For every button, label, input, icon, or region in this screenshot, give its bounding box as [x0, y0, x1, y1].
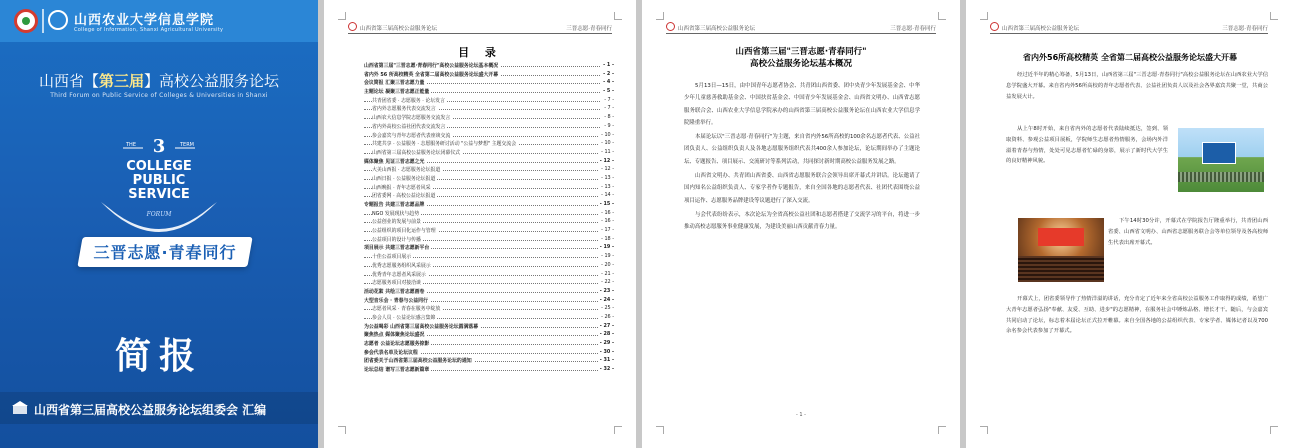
school-name-en: College of Information, Shanxi Agricultural University [74, 27, 224, 33]
emblem-forum: FORUM [146, 211, 172, 218]
running-header-left: 山西省第三届高校公益服务论坛 [1002, 26, 1080, 32]
news-paragraph-2: 从上午8时开始，来自省内外的志愿者代表陆续抵达，签到、领取资料、参观公益项目展板，学院师生志愿者热情服务，会场内外洋溢着青春与热情，处处可见志愿者忙碌的身影，展示了新时代大学生的良好精神风貌。 [1006, 126, 1168, 165]
toc-entry-page: - 13 - [601, 183, 614, 190]
toc-entry-title: 活动花絮 共绘三晋志愿画卷 [364, 288, 425, 295]
toc-entry-page: - 17 - [601, 227, 614, 234]
logo-divider [42, 9, 44, 33]
toc-entry [364, 166, 614, 175]
forum-title-en: Third Forum on Public Service of Colleges & Universities in Shanxi [50, 92, 268, 99]
toc-entry [364, 331, 614, 340]
toc-entry-title: 公益组织的项目化运作与管理 [372, 228, 436, 235]
crop-mark [938, 12, 946, 20]
news-paragraph-4: 开幕式上，团省委领导作了热情洋溢的讲话，充分肯定了近年来全省高校公益服务工作取得的成绩，希望广大青年志愿者弘扬"奉献、友爱、互助、进步"的志愿精神，在服务社会中锤炼品格、增长才干。随后，与会嘉宾共同启动了论坛，标志着本届论坛正式拉开帷幕。来自全国各地的公益组织代表、专家学者、媒体记者以及700余名参会代表参加了开幕式。 [1006, 296, 1268, 335]
toc-entry [364, 71, 614, 80]
overview-page [642, 0, 960, 448]
header-logo-icon [348, 22, 357, 31]
article-title-line1: 山西省第三届"三晋志愿·青春同行" [735, 47, 867, 57]
toc-entry [364, 218, 614, 227]
toc-entry-title: 志愿者 公益论坛志愿服务掠影 [364, 341, 430, 347]
toc-entry-title: 论坛总结 谱写三晋志愿新篇章 [364, 367, 430, 374]
toc-entry-page: - 10 - [601, 131, 614, 138]
toc-entry [364, 158, 614, 167]
toc-entry-page: - 10 - [601, 140, 614, 147]
crop-mark [656, 426, 664, 434]
toc-entry-page: - 21 - [601, 270, 614, 277]
toc-entry-page: - 24 - [599, 296, 614, 303]
toc-entry-page: - 4 - [603, 79, 614, 86]
toc-entry [364, 236, 614, 245]
organizer-icon [12, 400, 28, 416]
photo-crowd [1178, 172, 1264, 182]
toc-entry-page: - 13 - [601, 174, 614, 181]
toc-entry-title: 团省委网 · 高校公益论坛报道 [372, 193, 436, 200]
toc-entry [364, 340, 614, 349]
toc-entry [364, 288, 614, 297]
crop-mark [656, 12, 664, 20]
organizer-text: 山西省第三届高校公益服务论坛组委会 汇编 [34, 403, 267, 417]
running-header-right: 三晋志愿·青春同行 [890, 26, 936, 32]
article-paragraph: 本届论坛以"三晋志愿·青春同行"为主题，来自省内外56所高校的100余名志愿者代表、公益社团负责人、公益组织负责人及各地志愿服务组织代表共400余人参加论坛，论坛期间举办了主题论坛、专题报告、项目展示、交流研讨等系列活动，共同探讨新时期高校公益服务发展之路。 [684, 134, 920, 165]
toc-entry-title: NGO 发展现状与趋势 [372, 210, 420, 217]
header-rule [666, 33, 936, 34]
forum-title-pre: 山西省【 [38, 72, 99, 90]
toc-entry-title: 媒体聚焦 见证三晋志愿之光 [364, 158, 425, 165]
header-rule [348, 33, 612, 34]
emblem-term: TERM [179, 142, 195, 148]
photo-seats [1018, 256, 1104, 282]
running-header-left: 山西省第三届高校公益服务论坛 [678, 26, 756, 32]
toc-entry [364, 366, 614, 375]
toc-entry-title: 项目展示 共建三晋志愿新平台 [364, 245, 430, 252]
toc-entry [364, 88, 614, 97]
toc-entry-title: 公益项目的设计与传播 [372, 236, 421, 243]
toc-entry-page: - 29 - [599, 340, 614, 346]
news-paragraph-3: 下午14时30分许，开幕式在学院报告厅隆重举行，共青团山西省委、山西省文明办、山西省志愿服务联合会等单位领导及各高校师生代表出席开幕式。 [1108, 218, 1268, 246]
toc-entry-title: 公益创业的发展与前景 [372, 219, 421, 226]
toc-entry [364, 227, 614, 236]
crop-mark [938, 426, 946, 434]
toc-entry [364, 253, 614, 262]
toc-entry [364, 297, 614, 306]
college-seal-icon [48, 10, 68, 30]
toc-entry-page: - 5 - [603, 88, 614, 95]
emblem-public: PUBLIC [132, 173, 186, 188]
toc-entry-title: 大美山西报 · 志愿服务论坛报道 [372, 167, 441, 174]
toc-entry-title: 省内外 56 所高校精英 全省第二届高校公益服务论坛盛大开幕 [364, 71, 499, 78]
toc-entry [364, 279, 614, 288]
emblem-college: COLLEGE [126, 159, 192, 174]
toc-entry [364, 123, 614, 132]
toc-entry-title: 山西省第三届高校公益服务论坛闭幕仪式 [372, 149, 461, 156]
article-title [642, 46, 960, 70]
emblem-number: 3 [152, 136, 166, 157]
toc-entry [364, 140, 614, 149]
cover-page [0, 0, 318, 448]
toc-entry [364, 97, 614, 106]
crop-mark [338, 426, 346, 434]
toc-entry-title: 十佳公益项目展示 [372, 254, 412, 261]
toc-entry [364, 149, 614, 158]
toc-entry-page: - 2 - [603, 70, 614, 77]
toc-entry-page: - 28 - [599, 331, 614, 338]
news-photo-auditorium [1018, 218, 1104, 282]
toc-entry-title: 团省委关于山西省第三届高校公益服务论坛的通知 [364, 358, 472, 365]
toc-entry-page: - 23 - [599, 287, 614, 294]
emblem-service: SERVICE [128, 187, 190, 202]
toc-entry-title: 山西省第三届"三晋志愿·青春同行"高校公益服务论坛基本概况 [364, 63, 499, 69]
toc-entry [364, 192, 614, 201]
toc-entry-title: 大型音乐会 · 青春与公益同行 [364, 297, 428, 304]
crop-mark [614, 426, 622, 434]
toc-entry-title: 山西日报 · 公益服务论坛报道 [372, 175, 436, 182]
news-page [966, 0, 1292, 448]
header-rule [990, 33, 1268, 34]
toc-entry-page: - 19 - [599, 244, 614, 251]
photo-display-board [1202, 142, 1236, 164]
crop-mark [1270, 12, 1278, 20]
toc-entry-title: 优秀志愿服务组织风采展示 [372, 262, 431, 269]
toc-entry-title: 会议简报 汇聚三晋志愿力量 [364, 80, 425, 87]
toc-entry-title: 参会嘉宾与青年志愿者代表座谈交流 [372, 132, 451, 139]
toc-entry-page: - 12 - [599, 157, 614, 164]
university-logo-icon [14, 9, 38, 33]
page-number: - 1 - [796, 412, 806, 418]
crop-mark [980, 12, 988, 20]
running-header-right: 三晋志愿·青春同行 [1222, 26, 1268, 32]
toc-entry [364, 201, 614, 210]
news-paragraph-1: 经过近半年的精心筹备，5月13日，山西省第三届"三晋志愿·青春同行"高校公益服务论坛在山西农业大学信息学院盛大开幕。来自省内外56所高校的青年志愿者代表、公益社团负责人以及社会各界嘉宾共聚一堂，共商公益发展大计。 [1006, 72, 1268, 100]
toc-entry-page: - 31 - [599, 357, 614, 364]
toc-entry [364, 271, 614, 280]
toc-entry-page: - 30 - [599, 348, 614, 355]
header-logo-icon [666, 22, 675, 31]
toc-entry-title: 聚焦热点 媒体聚焦论坛盛况 [364, 332, 425, 339]
news-title: 省内外56所高校精英 全省第二届高校公益服务论坛盛大开幕 [1023, 53, 1237, 62]
crop-mark [980, 426, 988, 434]
toc-entry-page: - 18 - [601, 235, 614, 242]
crop-mark [338, 12, 346, 20]
toc-entry-title: 志愿者风采 · 青春在服务中绽放 [372, 306, 441, 313]
toc-entry [364, 175, 614, 184]
toc-entry [364, 357, 614, 366]
crop-mark [614, 12, 622, 20]
toc-entry [364, 349, 614, 358]
toc-entry-title: 为公益喝彩 山西省第三届高校公益服务论坛圆满落幕 [364, 323, 479, 330]
toc-entry-page: - 16 - [601, 209, 614, 216]
toc-entry-title: 参会人员 · 公益论坛感言集锦 [372, 314, 436, 321]
toc-entry-page: - 20 - [601, 261, 614, 268]
toc-entry [364, 105, 614, 114]
forum-emblem [99, 132, 219, 252]
toc-entry [364, 305, 614, 314]
toc-entry [364, 323, 614, 332]
toc-entry [364, 62, 614, 71]
toc-entry-page: - 1 - [603, 62, 614, 68]
toc-entry-title: 共建共享 · 公益服务 · 志愿服务研讨活动 "公益与梦想" 主题交流会 [372, 141, 517, 148]
running-header-right: 三晋志愿·青春同行 [566, 26, 612, 32]
article-body [684, 80, 920, 236]
article-paragraph: 与会代表纷纷表示，本次论坛为全省高校公益社团和志愿者搭建了交流学习的平台，将进一步推动高校志愿服务事业健康发展，为建设美丽山西贡献青春力量。 [684, 211, 920, 231]
toc-entry-page: - 15 - [599, 201, 614, 207]
toc-entry-title: 共青团省委 · 志愿服务 · 论坛发言 [372, 97, 445, 104]
news-photo-outdoor [1178, 128, 1264, 192]
toc-page [324, 0, 636, 448]
toc-entry [364, 244, 614, 253]
toc-entry [364, 314, 614, 323]
forum-title-highlight: 第三届 [98, 72, 144, 90]
toc-entry-title: 山西晚报 · 青年志愿者风采 [372, 184, 431, 191]
toc-entry-page: - 8 - [604, 114, 614, 121]
school-name: 山西农业大学信息学院 [74, 13, 215, 28]
photo-stage [1038, 228, 1084, 246]
running-header-left: 山西省第三届高校公益服务论坛 [360, 26, 438, 32]
toc-title: 目 录 [458, 46, 502, 59]
toc-entry-page: - 27 - [599, 322, 614, 329]
toc-entry-title: 山西农大信息学院志愿服务交流发言 [372, 115, 451, 122]
toc-entry-page: - 14 - [601, 192, 614, 199]
toc-entry-title: 优秀青年志愿者风采展示 [372, 271, 426, 278]
toc-entry-page: - 9 - [604, 122, 614, 129]
toc-entry [364, 79, 614, 88]
crop-mark [1270, 426, 1278, 434]
toc-entry-page: - 16 - [601, 218, 614, 225]
toc-entry-page: - 7 - [604, 105, 614, 112]
article-title-line2: 高校公益服务论坛基本概况 [749, 59, 852, 69]
forum-title-post: 】高校公益服务论坛 [144, 72, 280, 90]
toc-entry [364, 114, 614, 123]
toc-entry-page: - 22 - [601, 279, 614, 286]
toc-entry-page: - 7 - [604, 96, 614, 103]
toc-entry [364, 262, 614, 271]
toc-entry-title: 主题论坛 凝聚三晋志愿正能量 [364, 89, 430, 96]
emblem-the: THE [126, 142, 136, 148]
toc-entry-page: - 32 - [599, 366, 614, 373]
cover-title: 简报 [114, 336, 203, 377]
toc-list [364, 62, 614, 375]
slogan-text: 三晋志愿·青春同行 [93, 243, 237, 262]
article-paragraph: 5月13日—15日，由中国青年志愿者协会、共青团山西省委、团中央青少年发展基金会、中华少年儿童慈善救助基金会、中国扶贫基金会、中国青少年发展基金会、山西省文明办、山西省志愿服务联合会、山西农业大学信息学院承办的山西省第三届高校公益服务论坛在山西农业大学信息学院隆重举行。 [684, 83, 920, 126]
toc-entry-page: - 19 - [601, 253, 614, 260]
toc-entry-title: 志愿服务项目对接洽谈 [372, 280, 421, 287]
header-logo-icon [990, 22, 999, 31]
forum-title [0, 70, 318, 91]
toc-entry-page: - 26 - [601, 313, 614, 320]
toc-entry-title: 专题报告 共建三晋志愿品牌 [364, 202, 425, 208]
toc-entry-page: - 11 - [601, 148, 614, 155]
toc-entry-page: - 25 - [601, 305, 614, 312]
toc-entry [364, 210, 614, 219]
article-paragraph: 山西省文明办、共青团山西省委、山西省志愿服务联合会领导出席开幕式并讲话。论坛邀请了国内知名公益组织负责人、专家学者作专题报告，来自全国各地的志愿者代表、社团代表围绕公益项目运作、志愿服务品牌建设等议题进行了深入交流。 [684, 173, 920, 204]
toc-entry-title: 参会代表名单及论坛议程 [364, 349, 418, 356]
toc-entry [364, 184, 614, 193]
toc-entry-title: 省内外高校公益社团代表交流发言 [372, 123, 446, 130]
toc-entry-title: 省内外志愿服务代表交流发言 [372, 106, 436, 113]
toc-entry [364, 132, 614, 141]
toc-entry-page: - 12 - [601, 166, 614, 173]
